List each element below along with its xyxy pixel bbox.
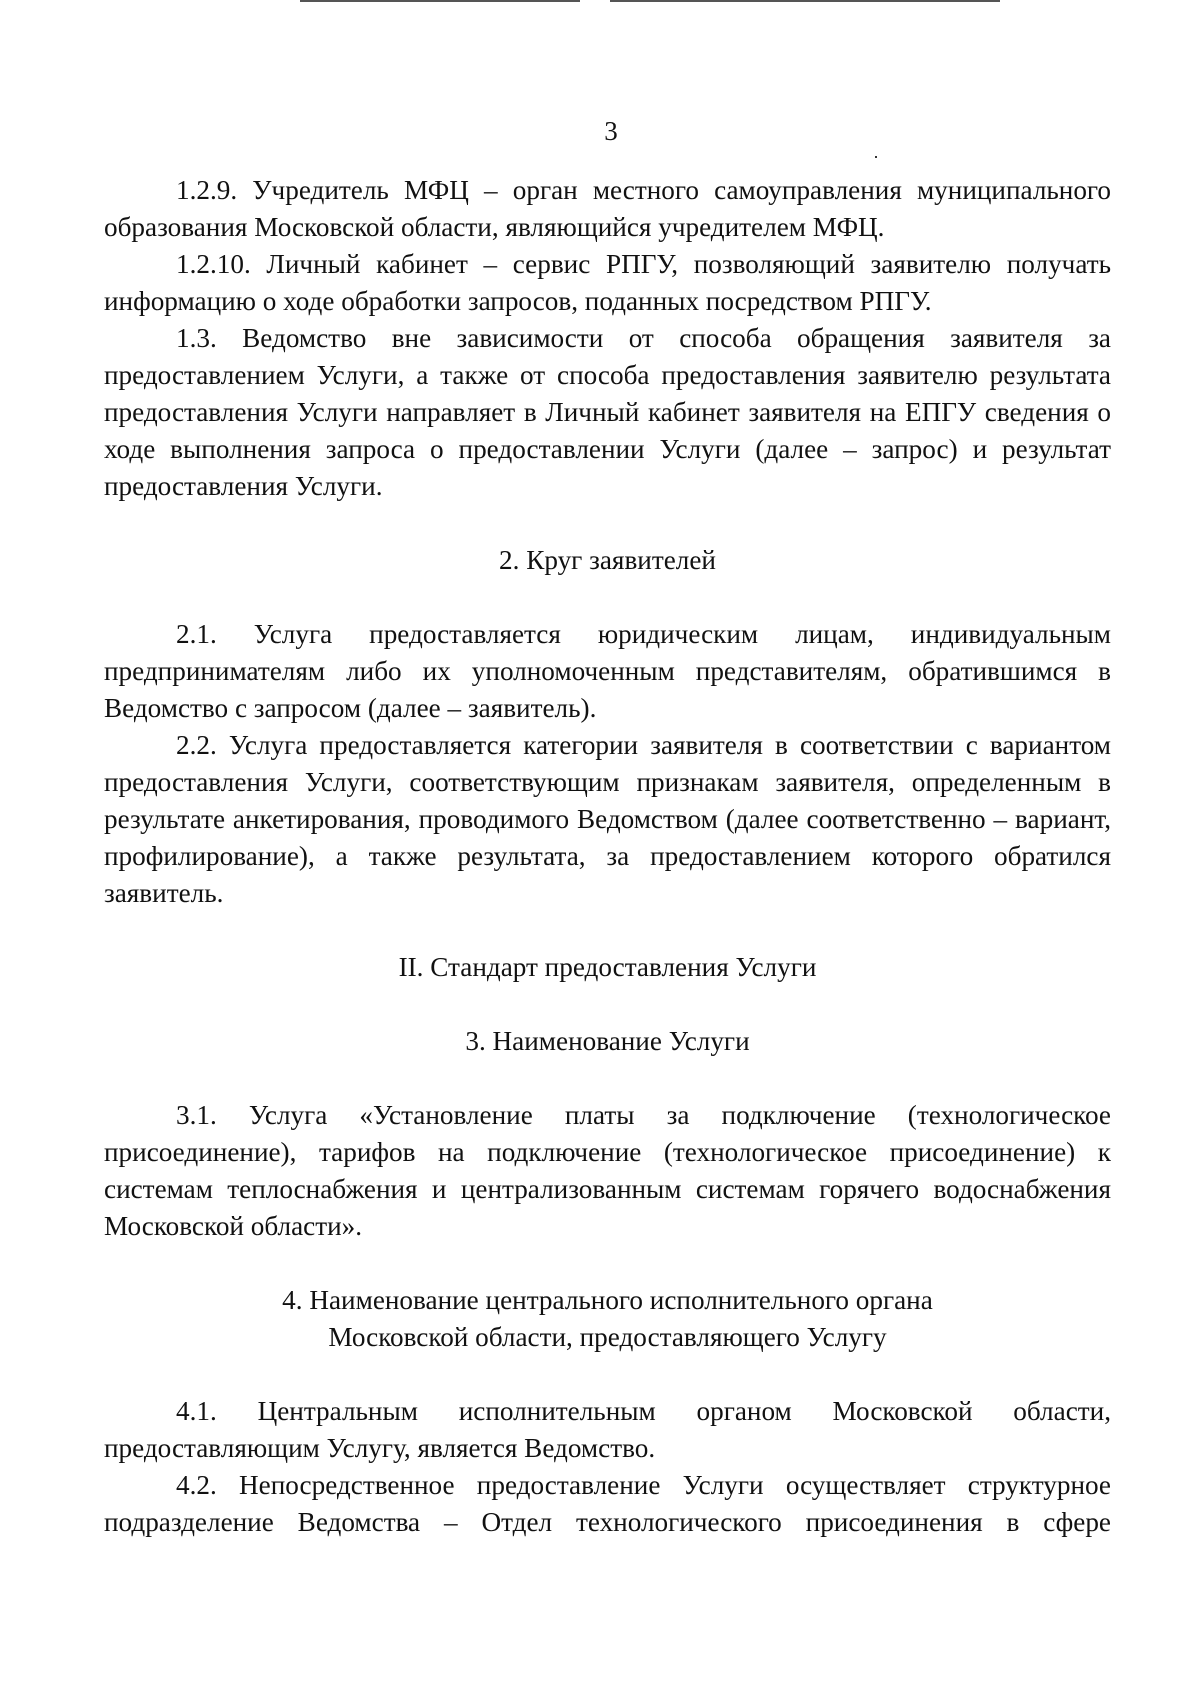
section-heading-4-line-2: Московской области, предоставляющего Услугу: [328, 1322, 887, 1352]
chapter-heading-II: II. Стандарт предоставления Услуги: [398, 952, 817, 982]
section-heading-4-line-1: 4. Наименование центрального исполнительного органа: [282, 1285, 933, 1315]
paragraph-3-1: 3.1. Услуга «Установление платы за подключение (технологическое присоединение), тарифов на подключение (технологическое присоединение) к системам теплоснабжения и централизованным системам горячего водоснабжения Московской области».: [104, 1100, 1111, 1241]
paragraph-4-1: 4.1. Центральным исполнительным органом Московской области, предоставляющим Услугу, является Ведомство.: [104, 1396, 1111, 1463]
document-body: [104, 172, 1111, 1541]
scan-speck: [875, 156, 877, 158]
paragraph-2-2: 2.2. Услуга предоставляется категории заявителя в соответствии с вариантом предоставления Услуги, соответствующим признакам заявителя, определенным в результате анкетирования, проводимого Ведомством (далее соответственно – вариант, профилирование), а также результата, за предоставлением которого обратился заявитель.: [104, 730, 1111, 908]
paragraph-1-2-9: 1.2.9. Учредитель МФЦ – орган местного самоуправления муниципального образования Московской области, являющийся учредителем МФЦ.: [104, 175, 1111, 242]
paragraph-1-2-10: 1.2.10. Личный кабинет – сервис РПГУ, позволяющий заявителю получать информацию о ходе обработки запросов, поданных посредством РПГУ.: [104, 249, 1111, 316]
scan-edge-line-left: [300, 0, 580, 2]
section-heading-3: 3. Наименование Услуги: [465, 1026, 750, 1056]
paragraph-1-3: 1.3. Ведомство вне зависимости от способа обращения заявителя за предоставлением Услуги, а также от способа предоставления заявителю результата предоставления Услуги направляет в Личный кабинет заявителя на ЕПГУ сведения о ходе выполнения запроса о предоставлении Услуги (далее – запрос) и результат предоставления Услуги.: [104, 323, 1111, 501]
section-heading-2: 2. Круг заявителей: [499, 545, 716, 575]
paragraph-2-1: 2.1. Услуга предоставляется юридическим лицам, индивидуальным предпринимателям либо их уполномоченным представителям, обратившимся в Ведомство с запросом (далее – заявитель).: [104, 619, 1111, 723]
page-number: 3: [604, 116, 618, 146]
paragraph-4-2: 4.2. Непосредственное предоставление Услуги осуществляет структурное подразделение Ведомства – Отдел технологического присоединения в сфере: [104, 1470, 1111, 1537]
scan-edge-line-right: [610, 0, 1000, 2]
